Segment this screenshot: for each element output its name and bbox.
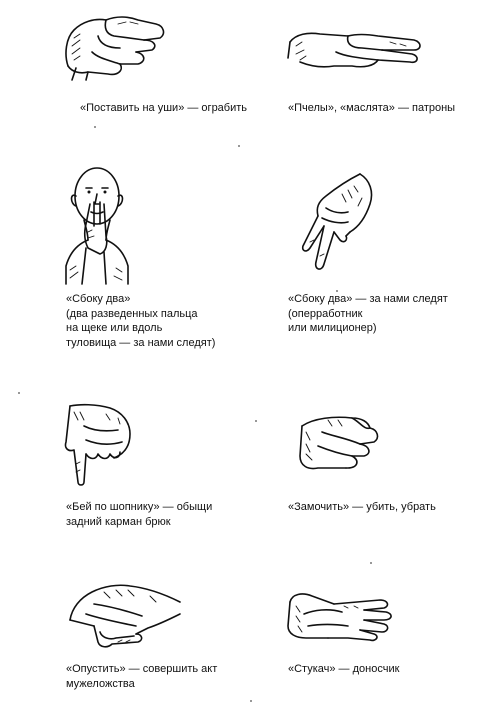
caption-line: задний карман брюк: [66, 515, 171, 528]
face-two-fingers-icon: [64, 162, 130, 286]
caption-line: «Сбоку два» — за нами следят: [288, 293, 448, 305]
caption: [66, 662, 217, 691]
caption: [80, 101, 247, 116]
entry-side-two-face: [0, 150, 246, 360]
caption-line: «Бей по шопнику» — обыщи: [66, 501, 213, 513]
caption-line: «Замочить» — убить, убрать: [288, 501, 436, 513]
pointing-two-fingers-icon: [286, 22, 426, 78]
caption-line: на щеке или вдоль: [66, 322, 163, 334]
caption: [66, 500, 212, 529]
entry-pocket: [0, 390, 246, 550]
caption: [288, 292, 448, 336]
scan-speck: [336, 290, 338, 292]
hand-two-fingers-down-icon: [296, 170, 378, 276]
caption-line: (оперработник: [288, 307, 363, 320]
scan-speck: [370, 562, 372, 564]
fist-hand-icon: [58, 8, 170, 82]
scan-speck: [94, 126, 96, 128]
entry-soak: [246, 390, 492, 550]
entry-bees: [246, 0, 492, 120]
entry-ears: [0, 0, 246, 120]
caption-line: или милиционер): [288, 322, 377, 334]
scan-speck: [238, 145, 240, 147]
caption-line: «Поставить на уши» — ограбить: [80, 102, 248, 114]
caption-line: туловища — за нами следят): [66, 336, 216, 349]
entry-lower: [0, 570, 246, 715]
caption-line: «Опустить» — совершить акт: [66, 663, 218, 675]
hand-pointing-down-icon: [64, 580, 182, 650]
scan-speck: [18, 392, 20, 394]
scan-speck: [255, 420, 257, 422]
caption: [288, 500, 436, 515]
hand-index-down-icon: [62, 402, 134, 486]
entry-snitch: [246, 570, 492, 715]
open-palm-icon: [284, 582, 396, 648]
grip-hand-icon: [298, 412, 382, 474]
caption-line: «Стукач» — доносчик: [288, 663, 400, 675]
caption-line: (два разведенных пальца: [66, 307, 198, 320]
caption-line: мужеложства: [66, 677, 135, 690]
caption-line: «Пчелы», «маслята» — патроны: [288, 102, 456, 114]
entry-side-two-hand: [246, 150, 492, 360]
caption-line: «Сбоку два»: [66, 293, 131, 305]
scan-speck: [250, 700, 252, 702]
caption: [66, 292, 215, 350]
caption: [288, 101, 455, 116]
caption: [288, 662, 399, 677]
